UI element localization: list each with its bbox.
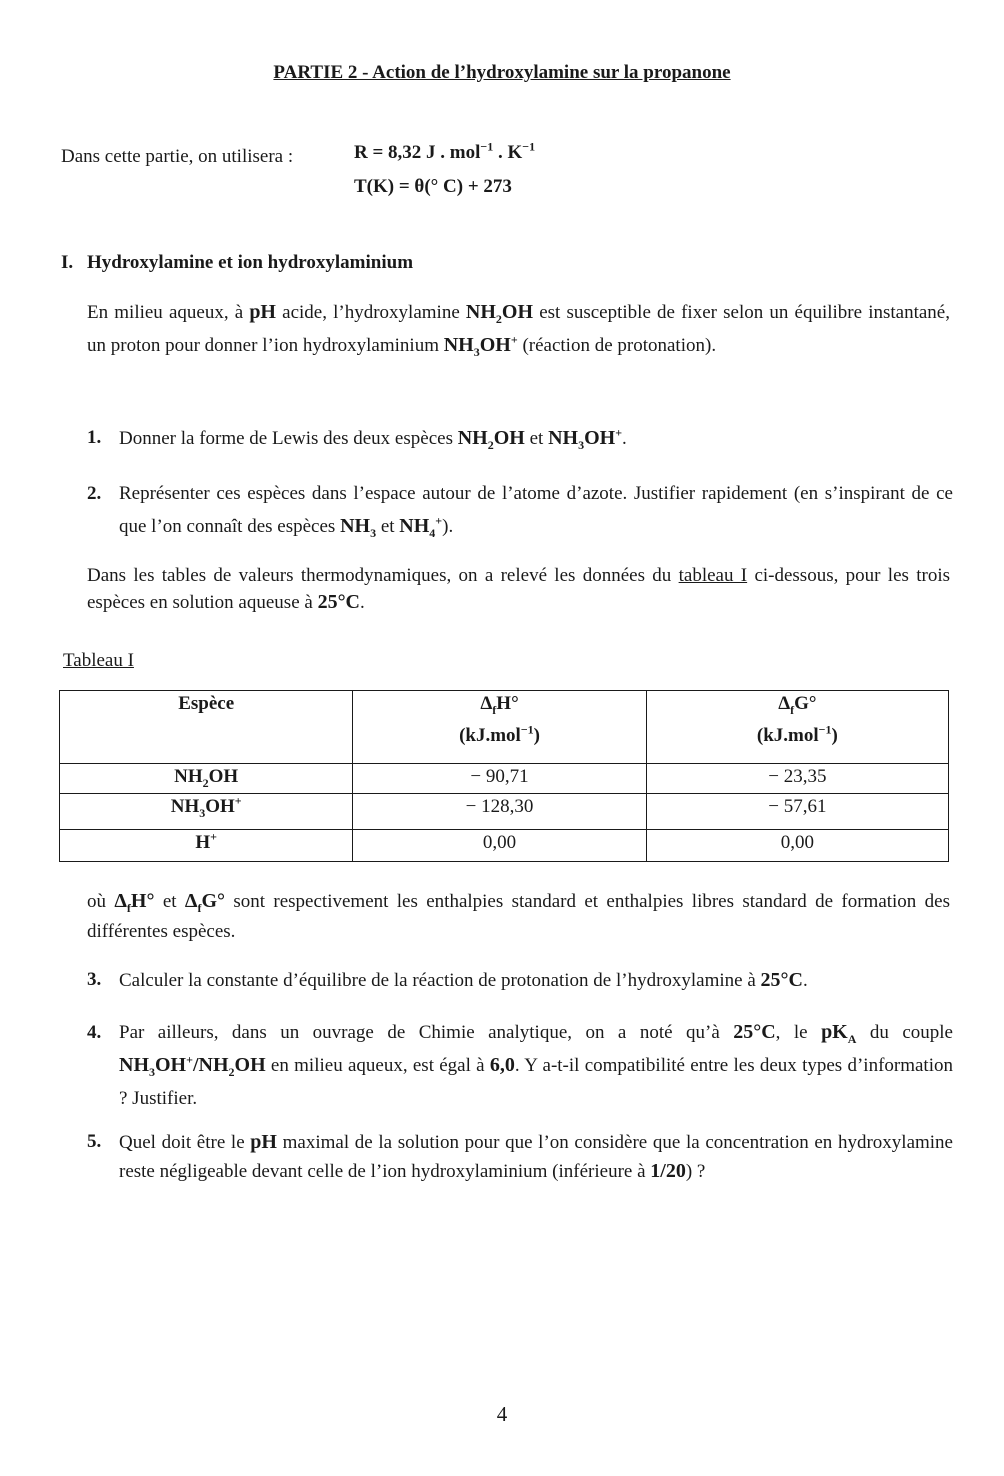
question-2: 2. Représenter ces espèces dans l’espace autour de l’atome d’azote. Justifier rapidement (en s’inspirant de ce que l’on connaît des espèces $NH_3$ et $NH_4^+$). (87, 483, 953, 540)
gibbs-cell: 0,00 (646, 830, 948, 862)
paragraph-protonation: En milieu aqueux, à pH acide, l’hydroxylamine $NH_2OH$ est susceptible de fixer selon un équilibre instantané, un proton pour donner l’ion hydroxylaminium $NH_3OH^+$ (réaction de protonation). (87, 301, 950, 359)
section-heading: I. Hydroxylamine et ion hydroxylaminium (61, 252, 414, 273)
question-4: 4. Par ailleurs, dans un ouvrage de Chimie analytique, on a noté qu’à 25°C, le $pK_A$ du couple $NH_3OH^+/NH_2OH$ en milieu aqueux, est égal à 6,0. Y a-t-il compatibilité entre les deux types d’information ? Justifier. (87, 1021, 953, 1109)
question-3: 3. Calculer la constante d’équilibre de la réaction de protonation de l’hydroxylamine à 25°C. (87, 969, 808, 991)
table-row (60, 830, 949, 862)
species-cell: $NH_3OH^+$ (60, 794, 353, 830)
enthalpy-cell: − 90,71 (353, 764, 646, 794)
species-cell: $NH_2OH$ (60, 764, 353, 794)
question-5: 5. Quel doit être le pH maximal de la solution pour que l’on considère que la concentration en hydroxylamine reste négligeable devant celle de l’ion hydroxylaminium (inférieure à 1/20) ? (87, 1131, 953, 1182)
tableau-label: Tableau I (63, 650, 134, 671)
table-row (60, 794, 949, 830)
paragraph-definitions: où $\Delta_fH^\circ$ et $\Delta_fG^\circ$ sont respectivement les enthalpies standard et enthalpies libres standard de formation des différentes espèces. (87, 890, 950, 942)
header-species: Espèce (60, 691, 353, 764)
species-cell: H+ (60, 830, 353, 862)
gibbs-cell: − 57,61 (646, 794, 948, 830)
gas-constant-formula: R = 8,32 J . mol$^{-1}$ . $K^{-1}$ (354, 139, 536, 163)
enthalpy-cell: 0,00 (353, 830, 646, 862)
header-enthalpy: $\Delta_fH^\circ$ (kJ.mol$^{-1}$) (353, 691, 646, 764)
intro-label: Dans cette partie, on utilisera : (61, 146, 294, 167)
table-header-row (60, 691, 949, 764)
table-row (60, 764, 949, 794)
header-gibbs: $\Delta_fG^\circ$ (kJ.mol$^{-1}$) (646, 691, 948, 764)
enthalpy-cell: − 128,30 (353, 794, 646, 830)
page-number: 4 (496, 1402, 508, 1426)
gibbs-cell: − 23,35 (646, 764, 948, 794)
tableau-reference: tableau I (678, 565, 748, 586)
page-title: PARTIE 2 - Action de l’hydroxylamine sur la propanone (273, 62, 731, 83)
temperature-formula: T(K) = θ(° C) + 273 (354, 176, 512, 197)
thermo-table (59, 690, 949, 862)
question-1: 1. Donner la forme de Lewis des deux espèces $NH_2OH$ et $NH_3OH^+$. (87, 425, 627, 452)
paragraph-tables: Dans les tables de valeurs thermodynamiques, on a relevé les données du tableau I ci-dessous, pour les trois espèces en solution aqueuse à 25°C. (87, 565, 950, 613)
